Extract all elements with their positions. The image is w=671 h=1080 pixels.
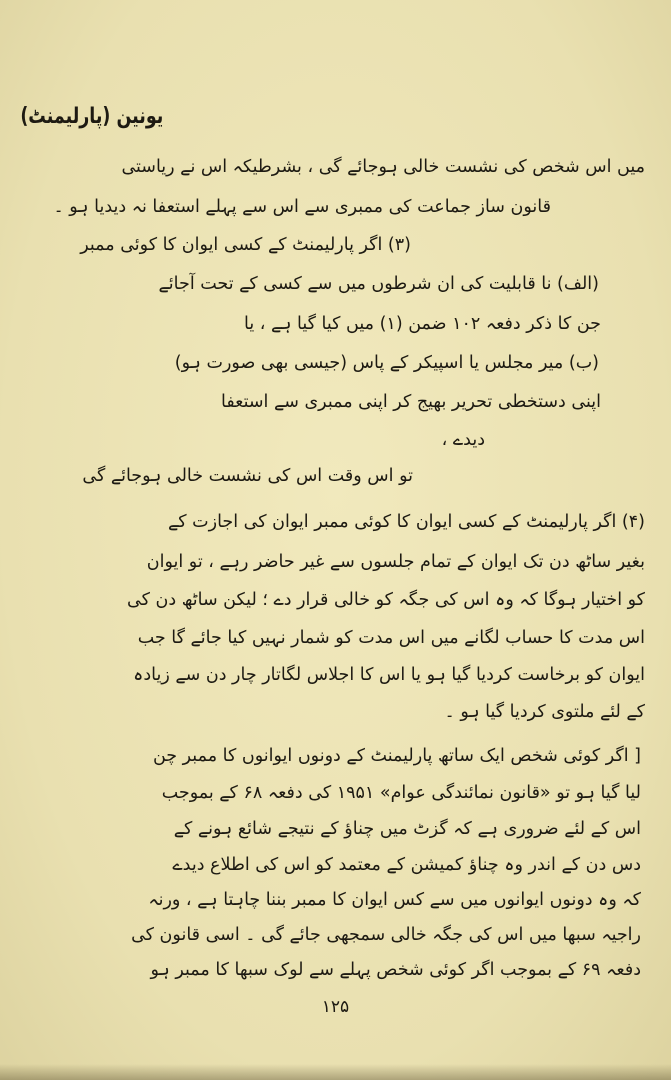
footnote-line: [ اگر کوئی شخص ایک ساتھ پارلیمنٹ کے دونوں ایوانوں کا ممبر چن: [152, 746, 641, 766]
text-line: اپنی دستخطی تحریر بھیج کر اپنی ممبری سے استعفا: [220, 392, 601, 412]
text-line: کو اختیار ہوگا کہ وہ اس کی جگہ کو خالی قرار دے ؛ لیکن ساٹھ دن کی: [127, 590, 645, 610]
text-line: دیدے ،: [441, 430, 485, 450]
footnote-line: دفعہ ۶۹ کے بموجب اگر کوئی شخص پہلے سے لوک سبھا کا ممبر ہو: [150, 960, 641, 980]
text-line: (ب) میر مجلس یا اسپیکر کے پاس (جیسی بھی صورت ہو): [174, 353, 599, 373]
footnote-line: اس کے لئے ضروری ہے کہ گزٹ میں چناؤ کے نتیجے شائع ہونے کے: [173, 819, 641, 839]
text-line: جن کا ذکر دفعہ ۱۰۲ ضمن (۱) میں کیا گیا ہے ، یا: [243, 314, 601, 334]
text-line: (الف) نا قابلیت کی ان شرطوں میں سے کسی کے تحت آجائے: [158, 274, 599, 294]
text-line: کے لئے ملتوی کردیا گیا ہو ۔: [444, 702, 645, 722]
footnote-line: کہ وہ دونوں ایوانوں میں سے کس ایوان کا ممبر بننا چاہتا ہے ، ورنہ: [148, 890, 641, 910]
page-edge-shadow: [0, 1064, 671, 1080]
text-line: قانون ساز جماعت کی ممبری سے اس سے پہلے استعفا نہ دیدیا ہو ۔: [53, 197, 551, 217]
text-line: اس مدت کا حساب لگانے میں اس مدت کو شمار نہیں کیا جائے گا جب: [137, 628, 645, 648]
text-line: تو اس وقت اس کی نشست خالی ہوجائے گی: [82, 466, 413, 486]
section-heading: یونین (پارلیمنٹ): [20, 104, 163, 129]
page-number: ۱۲۵: [321, 997, 350, 1017]
footnote-line: دس دن کے اندر وہ چناؤ کمیشن کے معتمد کو اس کی اطلاع دیدے: [172, 855, 641, 875]
text-line: میں اس شخص کی نشست خالی ہوجائے گی ، بشرطیکہ اس نے ریاستی: [121, 157, 645, 177]
footnote-line: راجیہ سبھا میں اس کی جگہ خالی سمجھی جائے گی ۔ اسی قانون کی: [131, 925, 641, 945]
text-line: (۳) اگر پارلیمنٹ کے کسی ایوان کا کوئی ممبر: [80, 235, 411, 255]
text-line: بغیر ساٹھ دن تک ایوان کے تمام جلسوں سے غیر حاضر رہے ، تو ایوان: [146, 552, 645, 572]
text-line: (۴) اگر پارلیمنٹ کے کسی ایوان کا کوئی ممبر ایوان کی اجازت کے: [168, 512, 645, 532]
text-line: ایوان کو برخاست کردیا گیا ہو یا اس کا اجلاس لگاتار چار دن سے زیادہ: [133, 665, 645, 685]
footnote-line: لیا گیا ہو تو «قانون نمائندگی عوام» ۱۹۵۱ کی دفعہ ۶۸ کے بموجب: [161, 783, 641, 803]
